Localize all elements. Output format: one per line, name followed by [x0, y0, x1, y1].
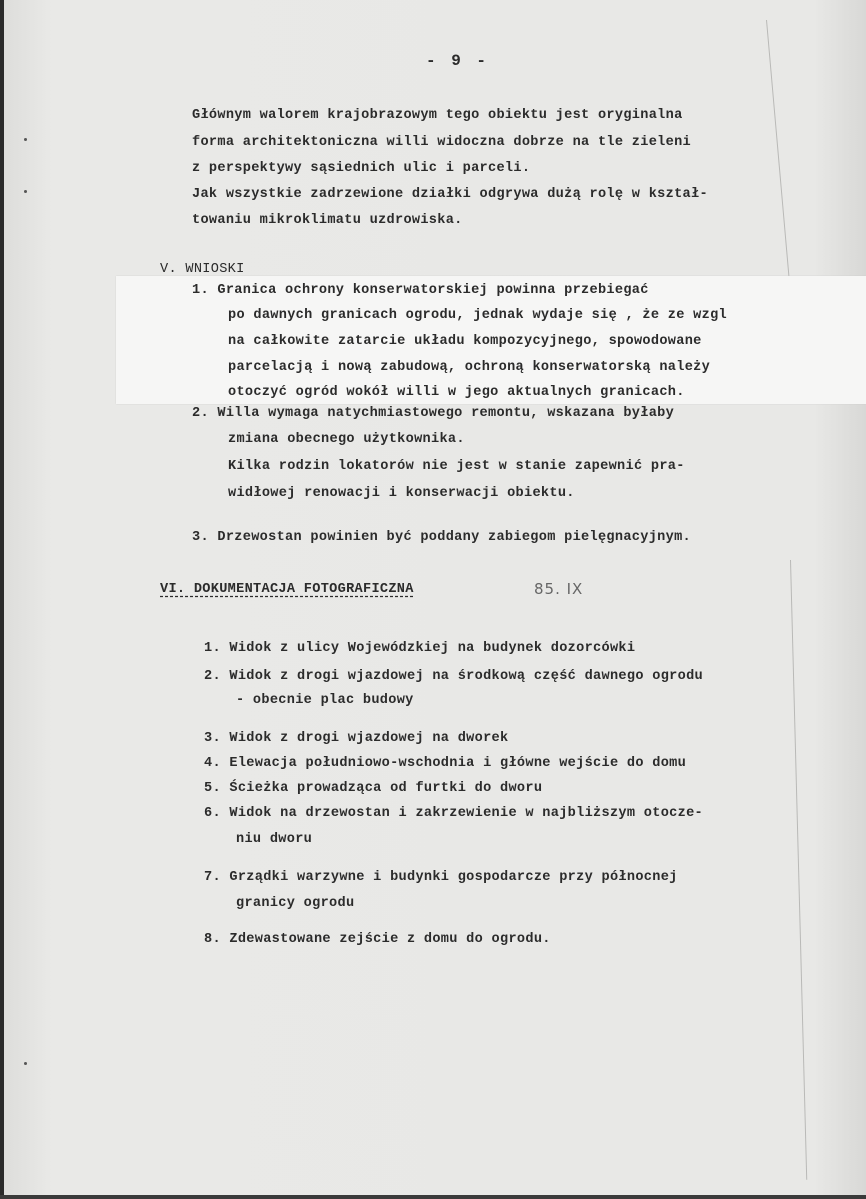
- photo-list-item: 2. Widok z drogi wjazdowej na środkową część dawnego ogrodu: [204, 669, 703, 684]
- section-vi-heading: VI. DOKUMENTACJA FOTOGRAFICZNA: [160, 582, 414, 597]
- photo-list-item: 3. Widok z drogi wjazdowej na dworek: [204, 731, 509, 746]
- section-v-line: 1. Granica ochrony konserwatorskiej powinna przebiegać: [192, 283, 649, 298]
- punch-mark: [24, 190, 27, 193]
- photo-list-item: 5. Ścieżka prowadząca od furtki do dworu: [204, 781, 543, 796]
- photo-list-item: 7. Grządki warzywne i budynki gospodarcze przy północnej: [204, 870, 678, 885]
- punch-mark: [24, 1062, 27, 1065]
- intro-line: z perspektywy sąsiednich ulic i parceli.: [192, 161, 531, 176]
- punch-mark: [24, 138, 27, 141]
- photo-list-item: - obecnie plac budowy: [236, 693, 414, 708]
- photo-list-item: 1. Widok z ulicy Wojewódzkiej na budynek dozorcówki: [204, 641, 636, 656]
- section-v-line: na całkowite zatarcie układu kompozycyjnego, spowodowane: [228, 334, 702, 349]
- intro-line: towaniu mikroklimatu uzdrowiska.: [192, 213, 463, 228]
- section-v-line: 3. Drzewostan powinien być poddany zabiegom pielęgnacyjnym.: [192, 530, 691, 545]
- intro-line: forma architektoniczna willi widoczna dobrze na tle zieleni: [192, 135, 691, 150]
- section-v-heading: V. WNIOSKI: [160, 262, 245, 277]
- paper-crease: [790, 560, 807, 1180]
- photo-list-item: niu dworu: [236, 832, 313, 847]
- intro-line: Głównym walorem krajobrazowym tego obiektu jest oryginalna: [192, 108, 683, 123]
- photo-list-item: 4. Elewacja południowo-wschodnia i główne wejście do domu: [204, 756, 687, 771]
- section-v-line: 2. Willa wymaga natychmiastowego remontu, wskazana byłaby: [192, 406, 675, 421]
- intro-line: Jak wszystkie zadrzewione działki odgrywa dużą rolę w kształ-: [192, 187, 708, 202]
- paper-crease: [766, 20, 790, 279]
- section-v-line: parcelacją i nową zabudową, ochroną konserwatorską należy: [228, 360, 711, 375]
- section-v-line: widłowej renowacji i konserwacji obiektu.: [228, 486, 575, 501]
- section-v-line: zmiana obecnego użytkownika.: [228, 432, 465, 447]
- photo-list-item: 8. Zdewastowane zejście z domu do ogrodu.: [204, 932, 551, 947]
- section-v-line: Kilka rodzin lokatorów nie jest w stanie zapewnić pra-: [228, 459, 685, 474]
- scan-bottom-edge: [0, 1195, 866, 1199]
- section-v-line: po dawnych granicach ogrodu, jednak wydaje się , że ze wzgl: [228, 308, 727, 323]
- scan-left-edge: [0, 0, 4, 1199]
- handwritten-note: 85. IX: [534, 580, 584, 598]
- page-number: - 9 -: [426, 52, 490, 70]
- section-v-line: otoczyć ogród wokół willi w jego aktualnych granicach.: [228, 385, 685, 400]
- photo-list-item: granicy ogrodu: [236, 896, 355, 911]
- photo-list-item: 6. Widok na drzewostan i zakrzewienie w najbliższym otocze-: [204, 806, 703, 821]
